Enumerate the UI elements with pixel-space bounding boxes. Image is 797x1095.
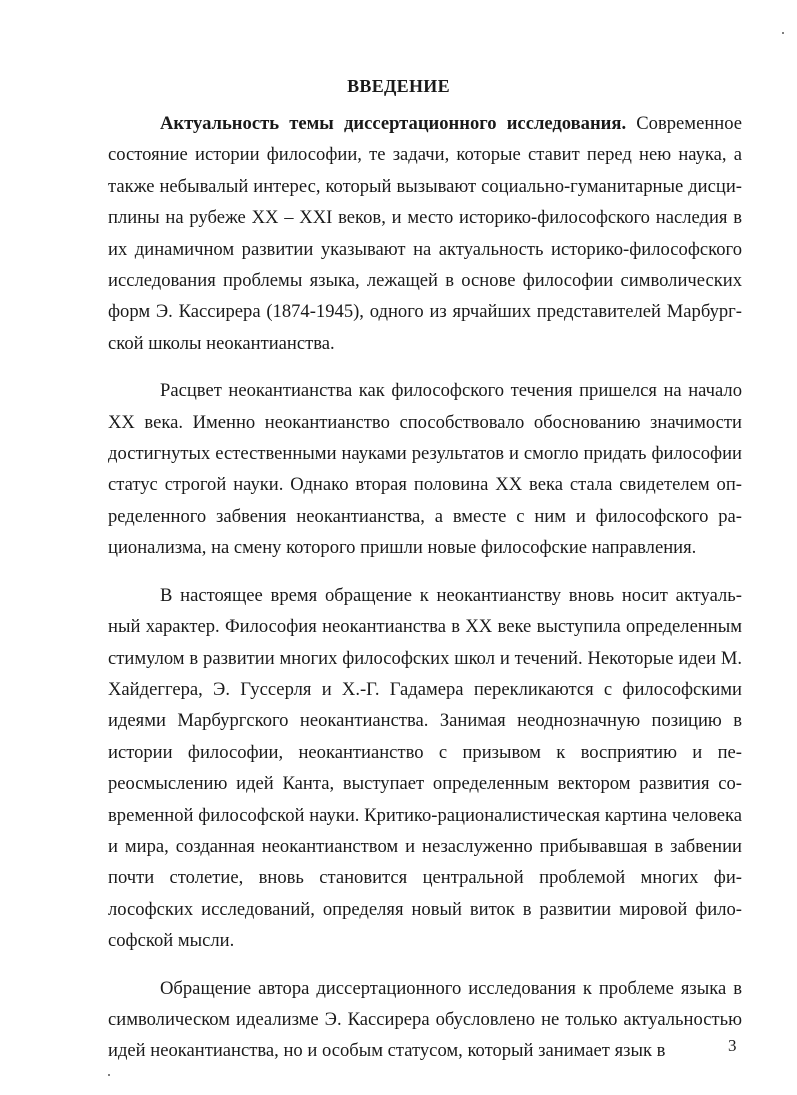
scan-artifact xyxy=(108,1074,110,1076)
paragraph-relevance xyxy=(108,108,742,359)
paragraph-author-motivation xyxy=(108,973,742,1067)
page-title: ВВЕДЕНИЕ xyxy=(347,76,450,96)
paragraph-lead: Актуальность темы диссертационного исследования. xyxy=(160,113,627,134)
scan-artifact xyxy=(782,32,784,34)
body-text xyxy=(108,108,742,1083)
page-number: 3 xyxy=(728,1036,737,1055)
paragraph-current-relevance xyxy=(108,580,742,957)
paragraph-text: Современное состояние истории философии, те задачи, которые ставит перед нею наука, а также небывалый интерес, который вызывают социально-гуманитарные дисциплины на рубеже XX – XXI веков, и место историко-философского наследия в их динамичном развитии указывают на актуальность историко-философского исследования проблемы языка, лежащей в основе философии символических форм Э. Кассирера (1874-1945), одного из ярчайших представителей Марбургской школы неокантианства. xyxy=(108,113,742,354)
paragraph-text: В настоящее время обращение к неокантианству вновь носит актуальный характер. Философия неокантианства в XX веке выступила определенным стимулом в развитии многих философских школ и течений. Некоторые идеи М. Хайдеггера, Э. Гуссерля и Х.-Г. Гадамера перекликаются с философскими идеями Марбургского неокантианства. Занимая неоднозначную позицию в истории философии, неокантианство с призывом к восприятию и переосмыслению идей Канта, выступает определенным вектором развития современной философской науки. Критико-рационалистическая картина человека и мира, созданная неокантианством и незаслуженно прибывавшая в забвении почти столетие, вновь становится центральной проблемой многих философских исследований, определяя новый виток в развитии мировой философской мысли. xyxy=(108,584,742,952)
paragraph-text: Расцвет неокантианства как философского течения пришелся на начало XX века. Именно неокантианство способствовало обоснованию значимости достигнутых естественными науками результатов и смогло придать философии статус строгой науки. Однако вторая половина XX века стала свидетелем определенного забвения неокантианства, а вместе с ним и философского рационализма, на смену которого пришли новые философские направления. xyxy=(108,380,742,559)
paragraph-text: Обращение автора диссертационного исследования к проблеме языка в символическом идеализме Э. Кассирера обусловлено не только актуальностью идей неокантианства, но и особым статусом, который занимает язык в xyxy=(108,977,742,1062)
paragraph-neokantianism-rise xyxy=(108,375,742,563)
